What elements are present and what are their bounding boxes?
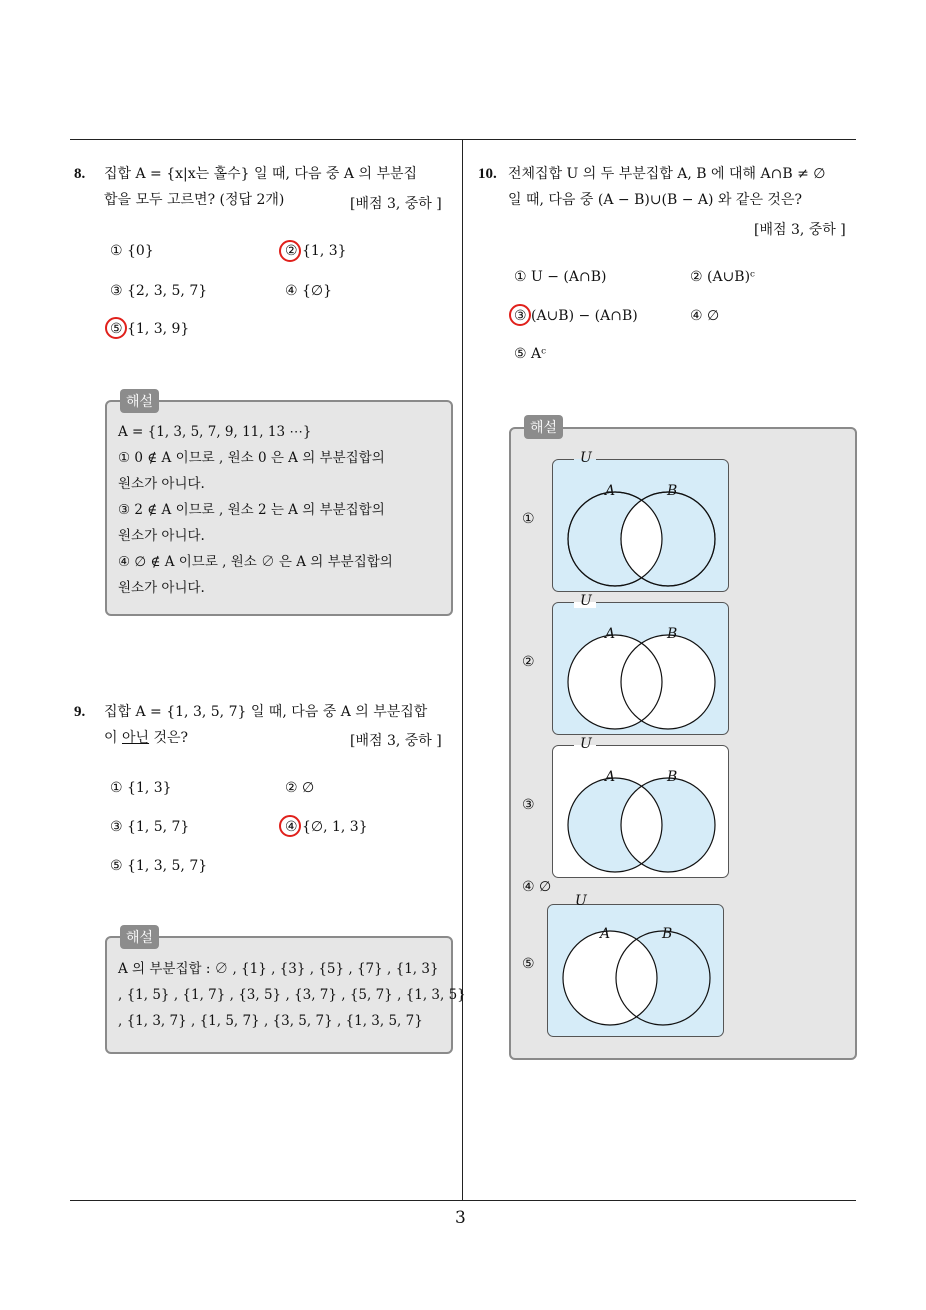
- q10-meta: [배점 3, 중하 ]: [754, 222, 846, 238]
- venn-5-label: ⑤: [522, 956, 535, 972]
- venn-3-label: ③: [522, 797, 535, 813]
- q9-choice-4[interactable]: ④ {∅, 1, 3}: [285, 819, 368, 835]
- q8-exp-line-2: ① 0 ∉ A 이므로 , 원소 0 은 A 의 부분집합의: [118, 450, 385, 466]
- q8-exp-line-4: ③ 2 ∉ A 이므로 , 원소 2 는 A 의 부분집합의: [118, 502, 385, 518]
- q8-choice-1[interactable]: ① {0}: [110, 243, 154, 259]
- q9-exp-line-3: , {1, 3, 7} , {1, 5, 7} , {3, 5, 7} , {1, 3, 5, 7}: [118, 1013, 423, 1029]
- q8-number: 8.: [74, 166, 86, 182]
- venn-1-label: ①: [522, 511, 535, 527]
- set-a-label: A: [605, 483, 616, 499]
- q10-choice-1[interactable]: ① U − (A∩B): [514, 269, 607, 285]
- q9-explanation-tag: 해설: [120, 925, 159, 949]
- q8-line1: 집합 A = {x|x는 홀수} 일 때, 다음 중 A 의 부분집: [104, 166, 418, 182]
- q9-line1: 집합 A = {1, 3, 5, 7} 일 때, 다음 중 A 의 부분집합: [104, 704, 428, 720]
- q9-exp-line-1: A 의 부분집합 : ∅ , {1} , {3} , {5} , {7} , {1, 3}: [118, 961, 439, 977]
- q8-explanation-tag: 해설: [120, 389, 159, 413]
- set-b-label: B: [667, 769, 678, 785]
- q10-choice-5[interactable]: ⑤ Aᶜ: [514, 346, 546, 362]
- q9-line2: 이 아닌 것은?: [104, 730, 189, 746]
- set-u-label: U: [580, 593, 592, 609]
- set-u-label: U: [580, 736, 592, 752]
- set-b-label: B: [667, 626, 678, 642]
- set-b-label: B: [662, 926, 673, 942]
- venn-2-label: ②: [522, 654, 535, 670]
- set-u-label: U: [575, 893, 587, 909]
- q10-choice-3[interactable]: ③ (A∪B) − (A∩B): [514, 308, 638, 324]
- q10-line1: 전체집합 U 의 두 부분집합 A, B 에 대해 A∩B ≠ ∅: [508, 166, 826, 182]
- q8-line2: 합을 모두 고르면? (정답 2개): [104, 192, 285, 208]
- set-a-label: A: [605, 769, 616, 785]
- q8-choice-2[interactable]: ② {1, 3}: [285, 243, 347, 259]
- q8-meta: [배점 3, 중하 ]: [350, 196, 442, 212]
- column-divider: [462, 139, 463, 1201]
- q10-number: 10.: [478, 166, 497, 182]
- set-u-label: U: [580, 450, 592, 466]
- q8-choice-4[interactable]: ④ {∅}: [285, 283, 333, 299]
- page-number: 3: [455, 1208, 466, 1228]
- q8-exp-line-7: 원소가 아니다.: [118, 580, 205, 596]
- top-rule: [70, 139, 856, 140]
- q9-exp-line-2: , {1, 5} , {1, 7} , {3, 5} , {3, 7} , {5, 7} , {1, 3, 5}: [118, 987, 466, 1003]
- set-b-label: B: [667, 483, 678, 499]
- venn-diagram-5: [547, 904, 724, 1037]
- q10-choice-4[interactable]: ④ ∅: [690, 308, 720, 324]
- venn-diagram-3: [552, 745, 729, 878]
- q9-choice-3[interactable]: ③ {1, 5, 7}: [110, 819, 190, 835]
- q8-choice-5[interactable]: ⑤ {1, 3, 9}: [110, 321, 190, 337]
- venn-diagram-1: [552, 459, 729, 592]
- bottom-rule: [70, 1200, 856, 1201]
- q8-exp-line-6: ④ ∅ ∉ A 이므로 , 원소 ∅ 은 A 의 부분집합의: [118, 554, 393, 570]
- q10-line2: 일 때, 다음 중 (A − B)∪(B − A) 와 같은 것은?: [508, 192, 802, 208]
- q9-meta: [배점 3, 중하 ]: [350, 733, 442, 749]
- venn-diagram-2: [552, 602, 729, 735]
- set-a-label: A: [605, 626, 616, 642]
- q10-choice-2[interactable]: ② (A∪B)ᶜ: [690, 269, 755, 285]
- q9-choice-5[interactable]: ⑤ {1, 3, 5, 7}: [110, 858, 208, 874]
- q8-exp-line-3: 원소가 아니다.: [118, 476, 205, 492]
- venn-4-label: ④ ∅: [522, 879, 552, 895]
- q9-number: 9.: [74, 704, 86, 720]
- q8-exp-line-1: A = {1, 3, 5, 7, 9, 11, 13 ⋯}: [118, 424, 312, 440]
- q8-exp-line-5: 원소가 아니다.: [118, 528, 205, 544]
- set-a-label: A: [600, 926, 611, 942]
- q10-explanation-tag: 해설: [524, 415, 563, 439]
- q9-choice-1[interactable]: ① {1, 3}: [110, 780, 172, 796]
- q8-choice-3[interactable]: ③ {2, 3, 5, 7}: [110, 283, 208, 299]
- q9-choice-2[interactable]: ② ∅: [285, 780, 315, 796]
